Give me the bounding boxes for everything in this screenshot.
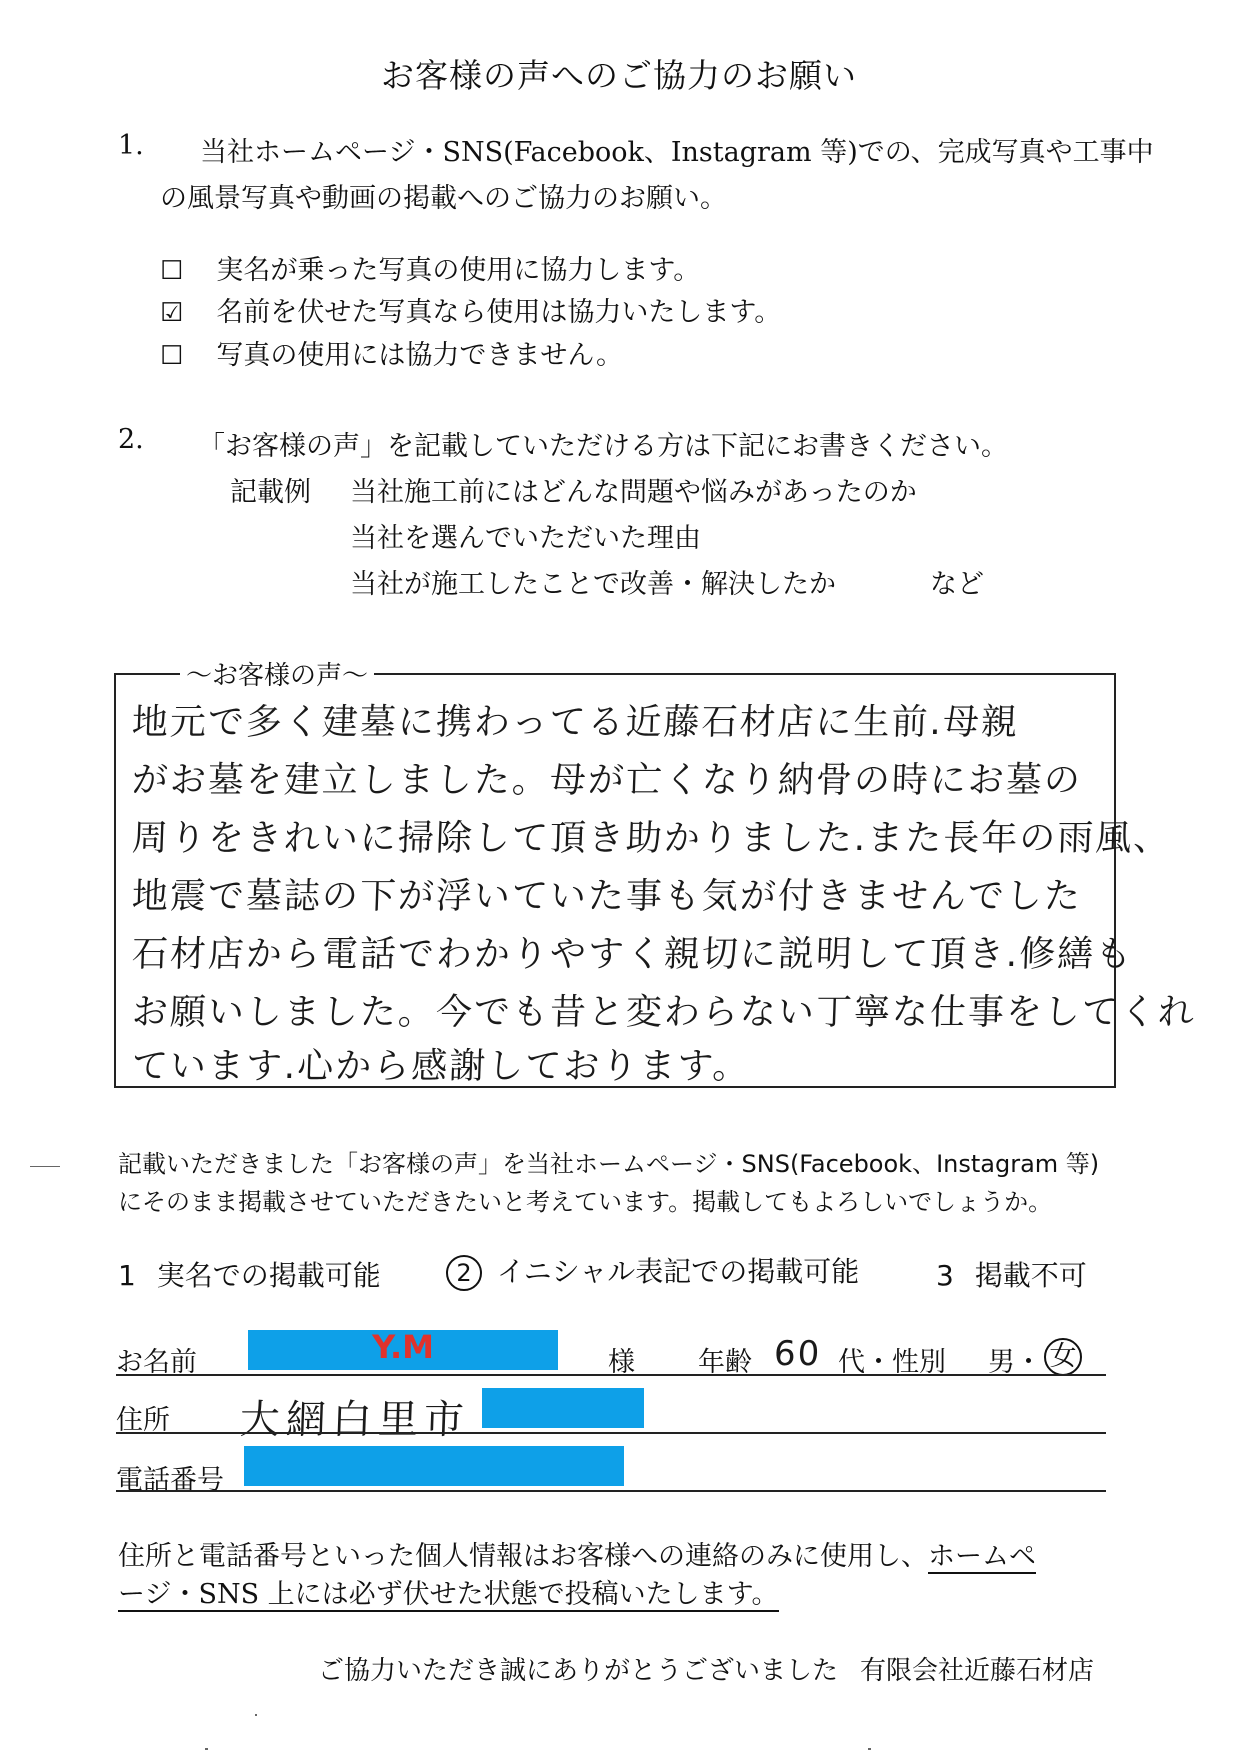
example-line: 当社施工前にはどんな問題や悩みがあったのか bbox=[350, 477, 917, 508]
checkbox-checked-icon[interactable]: ☑ bbox=[160, 298, 184, 328]
phone-underline bbox=[116, 1490, 1106, 1492]
voice-line: ています.心から感謝しております。 bbox=[131, 1046, 752, 1087]
photo-option-2[interactable] bbox=[160, 290, 781, 329]
age-suffix: 代・性別 bbox=[838, 1347, 946, 1378]
choice-label: 掲載不可 bbox=[974, 1259, 1087, 1292]
gender-female: 女 bbox=[1044, 1338, 1082, 1376]
photo-option-3[interactable] bbox=[160, 333, 623, 372]
scan-mark bbox=[30, 1166, 60, 1167]
age-label: 年齢 bbox=[698, 1347, 752, 1378]
choice-number: 3 bbox=[936, 1259, 954, 1292]
privacy-text: 住所と電話番号といった個人情報はお客様への連絡のみに使用し、 bbox=[118, 1541, 928, 1572]
photo-option-1[interactable] bbox=[160, 248, 700, 287]
voice-box-label: ～お客様の声～ bbox=[180, 655, 374, 692]
voice-line: 地震で墓誌の下が浮いていた事も気が付きませんでした bbox=[131, 876, 1083, 917]
example-label: 記載例 bbox=[230, 477, 311, 508]
footer-thanks: ご協力いただき誠にありがとうございました bbox=[318, 1656, 839, 1686]
gender-male[interactable]: 男・ bbox=[988, 1347, 1042, 1378]
example-line: 当社を選んでいただいた理由 bbox=[350, 523, 701, 554]
photo-option-label: 実名が乗った写真の使用に協力します。 bbox=[216, 255, 701, 286]
section2-number: 2. bbox=[118, 424, 144, 455]
circled-number-icon: 2 bbox=[446, 1255, 482, 1291]
honorific: 様 bbox=[608, 1347, 635, 1378]
privacy-line2 bbox=[118, 1572, 779, 1611]
choice-label: 実名での掲載可能 bbox=[156, 1259, 381, 1292]
section1-line1: 当社ホームページ・SNS(Facebook、Instagram 等)での、完成写真や工事中 bbox=[200, 137, 1154, 168]
name-initials: Y.M bbox=[372, 1328, 434, 1366]
scan-mark bbox=[868, 1748, 871, 1750]
footer-company: 有限会社近藤石材店 bbox=[860, 1656, 1095, 1686]
choice-number: 1 bbox=[118, 1259, 136, 1292]
section1-line2: の風景写真や動画の掲載へのご協力のお願い。 bbox=[160, 183, 727, 214]
choice-label: イニシャル表記での掲載可能 bbox=[496, 1255, 860, 1288]
address-value[interactable]: 大網白里市 bbox=[239, 1397, 471, 1443]
section1-number: 1. bbox=[118, 130, 144, 161]
privacy-underlined: ホームペ bbox=[928, 1541, 1036, 1572]
voice-line: がお墓を建立しました。母が亡くなり納骨の時にお墓の bbox=[131, 760, 1083, 801]
address-underline bbox=[116, 1432, 1106, 1434]
example-etc: など bbox=[930, 569, 984, 600]
voice-line: 周りをきれいに掃除して頂き助かりました.また長年の雨風、 bbox=[131, 818, 1173, 859]
photo-option-label: 名前を伏せた写真なら使用は協力いたします。 bbox=[216, 297, 782, 328]
address-label: 住所 bbox=[116, 1405, 170, 1436]
privacy-underlined: ージ・SNS 上には必ず伏せた状態で投稿いたします。 bbox=[118, 1579, 779, 1610]
name-underline bbox=[116, 1374, 1106, 1376]
scan-mark bbox=[255, 1714, 257, 1716]
consent-line2: にそのまま掲載させていただきたいと考えています。掲載してもよろしいでしょうか。 bbox=[118, 1188, 1053, 1216]
photo-option-label: 写真の使用には協力できません。 bbox=[216, 340, 624, 371]
example-line: 当社が施工したことで改善・解決したか bbox=[350, 569, 836, 600]
scan-mark bbox=[205, 1748, 208, 1750]
gender-female-circled[interactable] bbox=[1044, 1338, 1082, 1376]
page-title: お客様の声へのご協力のお願い bbox=[381, 56, 857, 95]
voice-line: お願いしました。今でも昔と変わらない丁寧な仕事をしてくれ bbox=[131, 992, 1197, 1033]
age-value[interactable]: 60 bbox=[773, 1334, 822, 1374]
consent-choice-3[interactable] bbox=[936, 1254, 1087, 1294]
name-label: お名前 bbox=[116, 1347, 197, 1378]
checkbox-unchecked-icon[interactable]: ☐ bbox=[160, 341, 184, 371]
address-redacted bbox=[482, 1388, 644, 1428]
consent-choice-1[interactable] bbox=[118, 1254, 381, 1294]
voice-line: 地元で多く建墓に携わってる近藤石材店に生前.母親 bbox=[131, 702, 1020, 743]
privacy-line1 bbox=[118, 1534, 1036, 1573]
consent-choice-2[interactable] bbox=[446, 1250, 859, 1291]
voice-line: 石材店から電話でわかりやすく親切に説明して頂き.修繕も bbox=[131, 934, 1135, 975]
phone-label: 電話番号 bbox=[116, 1465, 224, 1496]
section2-intro: 「お客様の声」を記載していただける方は下記にお書きください。 bbox=[198, 431, 1008, 462]
consent-line1: 記載いただきました「お客様の声」を当社ホームページ・SNS(Facebook、Instagram 等) bbox=[118, 1150, 1100, 1178]
checkbox-unchecked-icon[interactable]: ☐ bbox=[160, 256, 184, 286]
phone-redacted[interactable] bbox=[244, 1446, 624, 1486]
